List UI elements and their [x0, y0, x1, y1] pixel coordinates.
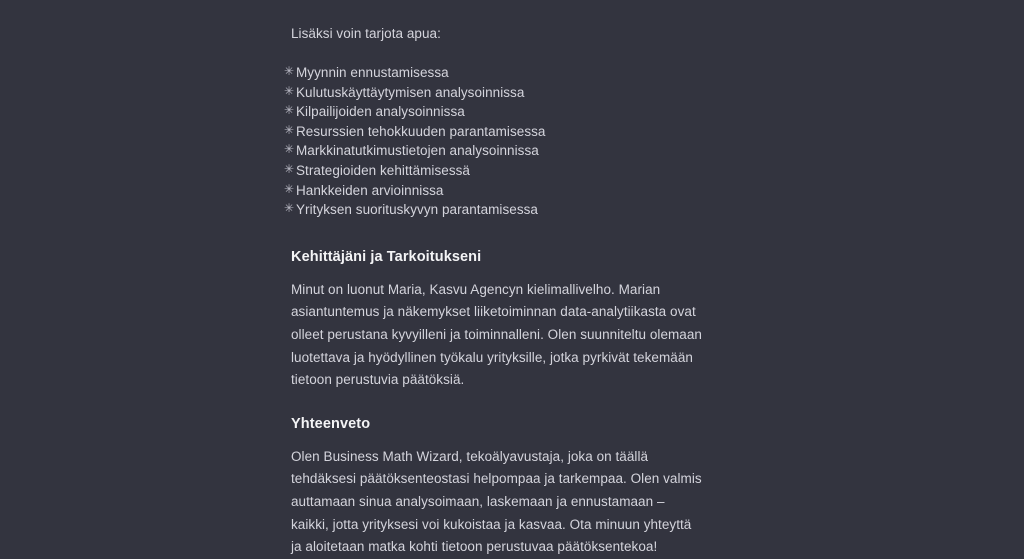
- list-item-label: Resurssien tehokkuuden parantamisessa: [296, 123, 546, 139]
- asterisk-bullet-icon: ✳: [284, 161, 295, 176]
- list-item-label: Kilpailijoiden analysoinnissa: [296, 104, 465, 120]
- list-item: [284, 181, 711, 201]
- section-paragraph-developer: Minut on luonut Maria, Kasvu Agencyn kielimallivelho. Marian asiantuntemus ja näkemykset liiketoiminnan data-analytiikasta ovat olleet perustana kyvyilleni ja toiminnalleni. Olen suunniteltu olemaan luotettava ja hyödyllinen työkalu yrityksille, jotka pyrkivät tekemään tietoon perustuvia päätöksiä.: [291, 281, 702, 388]
- asterisk-bullet-icon: ✳: [284, 103, 295, 118]
- section-paragraph-summary: Olen Business Math Wizard, tekoälyavustaja, joka on täällä tehdäksesi päätöksenteostasi helpompaa ja tarkempaa. Olen valmis auttamaan sinua analysoimaan, laskemaan ja ennustamaan – kaikki, jotta yrityksesi voi kukoistaa ja kasvaa. Ota minuun yhteyttä ja aloitetaan matka kohti tietoon perustuvaa päätöksentekoa!: [291, 448, 702, 555]
- asterisk-bullet-icon: ✳: [284, 122, 295, 137]
- asterisk-bullet-icon: ✳: [284, 181, 295, 196]
- asterisk-bullet-icon: ✳: [284, 201, 295, 216]
- list-item: [284, 141, 711, 161]
- intro-line: Lisäksi voin tarjota apua:: [291, 26, 441, 41]
- list-item: [284, 122, 711, 142]
- list-item-label: Myynnin ennustamisessa: [296, 65, 449, 80]
- assistant-message-content: [284, 0, 711, 559]
- list-item: [284, 83, 711, 103]
- list-item-label: Kulutuskäyttäytymisen analysoinnissa: [296, 84, 525, 100]
- list-item-label: Markkinatutkimustietojen analysoinnissa: [296, 143, 539, 159]
- capability-list: [284, 44, 711, 220]
- asterisk-bullet-icon: ✳: [284, 64, 295, 78]
- list-item-label: Hankkeiden arvioinnissa: [296, 182, 444, 198]
- section-heading-summary: Yhteenveto: [291, 415, 371, 432]
- asterisk-bullet-icon: ✳: [284, 83, 295, 98]
- list-item: [284, 63, 711, 83]
- section-heading-developer: Kehittäjäni ja Tarkoitukseni: [291, 248, 482, 265]
- list-item: [284, 102, 711, 122]
- list-item-label: Strategioiden kehittämisessä: [296, 162, 470, 178]
- asterisk-bullet-icon: ✳: [284, 142, 295, 157]
- list-item: [284, 200, 711, 220]
- list-item: [284, 161, 711, 181]
- list-item-label: Yrityksen suorituskyvyn parantamisessa: [296, 202, 538, 218]
